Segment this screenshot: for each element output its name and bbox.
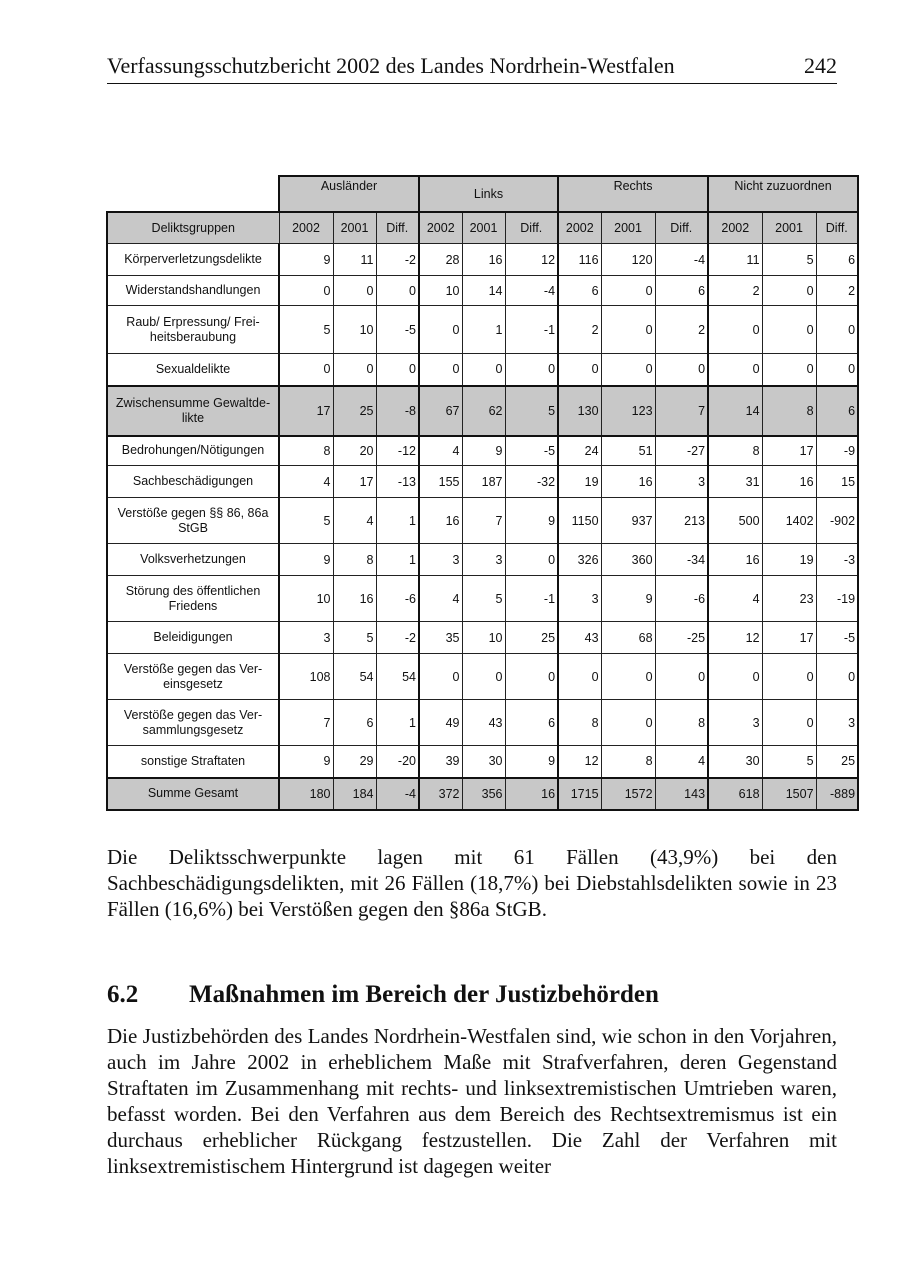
table-cell: 1 xyxy=(376,498,419,544)
table-cell: 187 xyxy=(462,466,505,498)
table-cell: 120 xyxy=(601,244,655,276)
table-cell: 356 xyxy=(462,778,505,810)
table-cell: 0 xyxy=(462,354,505,386)
table-cell: 0 xyxy=(601,306,655,354)
table-cell: 0 xyxy=(333,276,376,306)
section-title: Maßnahmen im Bereich der Justizbehörden xyxy=(189,981,659,1008)
table-cell: 0 xyxy=(462,654,505,700)
group-header-rechts: Rechts xyxy=(558,176,708,212)
column-header-11: 2001 xyxy=(762,212,816,244)
table-cell: 2 xyxy=(708,276,762,306)
table-cell: 1572 xyxy=(601,778,655,810)
table-cell: -1 xyxy=(505,306,558,354)
table-cell: 25 xyxy=(505,622,558,654)
table-cell: 0 xyxy=(655,354,708,386)
table-cell: 123 xyxy=(601,386,655,436)
table-cell: 326 xyxy=(558,544,601,576)
column-header-6: Diff. xyxy=(505,212,558,244)
row-label: Sachbeschädigungen xyxy=(107,466,279,498)
table-cell: 1715 xyxy=(558,778,601,810)
table-cell: 2 xyxy=(558,306,601,354)
table-cell: 16 xyxy=(462,244,505,276)
table-row xyxy=(107,244,858,276)
table-cell: 68 xyxy=(601,622,655,654)
section-number: 6.2 xyxy=(107,981,139,1008)
row-label: Volksverhetzungen xyxy=(107,544,279,576)
table-cell: -6 xyxy=(655,576,708,622)
table-cell: 17 xyxy=(762,622,816,654)
table-row xyxy=(107,576,858,622)
table-cell: 20 xyxy=(333,436,376,466)
table-cell: 9 xyxy=(462,436,505,466)
table-cell: 9 xyxy=(601,576,655,622)
table-cell: 10 xyxy=(419,276,462,306)
table-cell: 16 xyxy=(601,466,655,498)
table-cell: 9 xyxy=(279,244,333,276)
table-cell: 0 xyxy=(505,654,558,700)
table-cell: 28 xyxy=(419,244,462,276)
table-cell: 4 xyxy=(279,466,333,498)
table-cell: -27 xyxy=(655,436,708,466)
column-header-12: Diff. xyxy=(816,212,858,244)
table-cell: 1402 xyxy=(762,498,816,544)
table-cell: 8 xyxy=(655,700,708,746)
table-cell: -6 xyxy=(376,576,419,622)
table-cell: 6 xyxy=(333,700,376,746)
column-header-8: 2001 xyxy=(601,212,655,244)
table-cell: 155 xyxy=(419,466,462,498)
table-cell: -13 xyxy=(376,466,419,498)
table-cell: 6 xyxy=(816,244,858,276)
table-row xyxy=(107,746,858,778)
table-cell: 2 xyxy=(655,306,708,354)
table-cell: 500 xyxy=(708,498,762,544)
table-cell: 43 xyxy=(462,700,505,746)
table-cell: -19 xyxy=(816,576,858,622)
table-cell: 17 xyxy=(279,386,333,436)
table-cell: 54 xyxy=(376,654,419,700)
table-cell: 3 xyxy=(816,700,858,746)
table-cell: 0 xyxy=(762,700,816,746)
table-cell: 0 xyxy=(816,306,858,354)
table-cell: 4 xyxy=(419,436,462,466)
table-cell: 0 xyxy=(558,354,601,386)
table-cell: 12 xyxy=(505,244,558,276)
table-cell: 11 xyxy=(708,244,762,276)
table-cell: 54 xyxy=(333,654,376,700)
table-cell: 4 xyxy=(333,498,376,544)
running-title: Verfassungsschutzbericht 2002 des Landes Nordrhein-Westfalen xyxy=(107,53,675,78)
table-cell: 0 xyxy=(762,354,816,386)
table-cell: 25 xyxy=(333,386,376,436)
column-header-deliktsgruppen: Deliktsgruppen xyxy=(107,212,279,244)
group-header-auslaender: Ausländer xyxy=(279,176,419,212)
table-row xyxy=(107,466,858,498)
table-cell: 39 xyxy=(419,746,462,778)
table-cell: 618 xyxy=(708,778,762,810)
table-cell: -1 xyxy=(505,576,558,622)
table-row xyxy=(107,778,858,810)
row-label: Widerstandshandlungen xyxy=(107,276,279,306)
section-heading xyxy=(107,981,837,1009)
table-cell: 10 xyxy=(333,306,376,354)
table-cell: 8 xyxy=(558,700,601,746)
table-cell: -34 xyxy=(655,544,708,576)
table-cell: 3 xyxy=(279,622,333,654)
table-cell: 8 xyxy=(279,436,333,466)
table-cell: 0 xyxy=(419,354,462,386)
table-cell: -32 xyxy=(505,466,558,498)
table-cell: 6 xyxy=(816,386,858,436)
table-cell: 5 xyxy=(505,386,558,436)
table-cell: 130 xyxy=(558,386,601,436)
table-body xyxy=(107,244,858,810)
table-cell: 3 xyxy=(558,576,601,622)
table-cell: 3 xyxy=(419,544,462,576)
table-cell: 213 xyxy=(655,498,708,544)
table-row xyxy=(107,700,858,746)
column-header-5: 2001 xyxy=(462,212,505,244)
table-cell: 23 xyxy=(762,576,816,622)
table-cell: 14 xyxy=(462,276,505,306)
table-cell: 1 xyxy=(462,306,505,354)
table-cell: 0 xyxy=(708,306,762,354)
table-cell: 116 xyxy=(558,244,601,276)
table-cell: 6 xyxy=(558,276,601,306)
table-cell: 9 xyxy=(279,746,333,778)
table-cell: -12 xyxy=(376,436,419,466)
table-cell: 10 xyxy=(462,622,505,654)
column-header-1: 2002 xyxy=(279,212,333,244)
table-cell: 35 xyxy=(419,622,462,654)
table-cell: 0 xyxy=(419,654,462,700)
table-cell: -20 xyxy=(376,746,419,778)
row-label: sonstige Straftaten xyxy=(107,746,279,778)
column-header-7: 2002 xyxy=(558,212,601,244)
table-cell: 11 xyxy=(333,244,376,276)
table-row xyxy=(107,622,858,654)
row-label: Zwischensumme Gewaltde-likte xyxy=(107,386,279,436)
table-cell: 0 xyxy=(333,354,376,386)
table-cell: 10 xyxy=(279,576,333,622)
row-label: Bedrohungen/Nötigungen xyxy=(107,436,279,466)
table-cell: 0 xyxy=(762,276,816,306)
table-cell: 0 xyxy=(601,276,655,306)
table-cell: 937 xyxy=(601,498,655,544)
table-row xyxy=(107,544,858,576)
table-cell: 372 xyxy=(419,778,462,810)
table-cell: 0 xyxy=(816,654,858,700)
table-cell: 2 xyxy=(816,276,858,306)
table-cell: 25 xyxy=(816,746,858,778)
table-cell: 0 xyxy=(762,306,816,354)
table-cell: 6 xyxy=(655,276,708,306)
group-header-nicht-zuzuordnen: Nicht zuzuordnen xyxy=(708,176,858,212)
table-cell: 0 xyxy=(279,276,333,306)
table-cell: 19 xyxy=(762,544,816,576)
row-label: Raub/ Erpressung/ Frei-heitsberaubung xyxy=(107,306,279,354)
table-cell: 9 xyxy=(279,544,333,576)
table-cell: 0 xyxy=(601,700,655,746)
table-cell: 0 xyxy=(762,654,816,700)
table-cell: 0 xyxy=(376,354,419,386)
table-cell: 12 xyxy=(558,746,601,778)
table-cell: 31 xyxy=(708,466,762,498)
table-cell: 0 xyxy=(558,654,601,700)
table-cell: 12 xyxy=(708,622,762,654)
table-cell: 16 xyxy=(708,544,762,576)
table-cell: 51 xyxy=(601,436,655,466)
table-cell: 5 xyxy=(762,746,816,778)
table-cell: 8 xyxy=(601,746,655,778)
table-cell: 30 xyxy=(708,746,762,778)
table-cell: 16 xyxy=(419,498,462,544)
table-cell: 29 xyxy=(333,746,376,778)
table-cell: 8 xyxy=(762,386,816,436)
row-label: Verstöße gegen das Ver-sammlungsgesetz xyxy=(107,700,279,746)
paragraph-justizbehoerden: Die Justizbehörden des Landes Nordrhein-Westfalen sind, wie schon in den Vorjahren, auch im Jahre 2002 in erheblichem Maße mit Strafverfahren, deren Gegenstand Straftaten im Zusammenhang mit rechts- und linksextremistischen Umtrieben waren, befasst worden. Bei den Verfahren aus dem Bereich des Rechtsextremismus ist ein durchaus erheblicher Rückgang festzustellen. Die Zahl der Verfahren mit linksextremistischem Hintergrund ist dagegen weiter xyxy=(107,1024,837,1178)
page-number: 242 xyxy=(804,53,837,78)
table-cell: 5 xyxy=(279,498,333,544)
table-cell: -5 xyxy=(376,306,419,354)
table-cell: -5 xyxy=(505,436,558,466)
table-cell: 7 xyxy=(279,700,333,746)
table-cell: -3 xyxy=(816,544,858,576)
table-cell: 49 xyxy=(419,700,462,746)
table-cell: 1507 xyxy=(762,778,816,810)
table-cell: 4 xyxy=(655,746,708,778)
table-cell: 5 xyxy=(333,622,376,654)
offense-statistics-table xyxy=(106,175,859,811)
column-header-9: Diff. xyxy=(655,212,708,244)
table-cell: 0 xyxy=(505,354,558,386)
row-label: Störung des öffentlichen Friedens xyxy=(107,576,279,622)
table-cell: -8 xyxy=(376,386,419,436)
row-label: Verstöße gegen §§ 86, 86a StGB xyxy=(107,498,279,544)
table-cell: 8 xyxy=(333,544,376,576)
row-label: Summe Gesamt xyxy=(107,778,279,810)
table-cell: 17 xyxy=(333,466,376,498)
table-row xyxy=(107,306,858,354)
table-cell: 6 xyxy=(505,700,558,746)
table-cell: 108 xyxy=(279,654,333,700)
table-cell: 24 xyxy=(558,436,601,466)
table-cell: 4 xyxy=(419,576,462,622)
table-cell: 0 xyxy=(601,654,655,700)
row-label: Beleidigungen xyxy=(107,622,279,654)
table-cell: 67 xyxy=(419,386,462,436)
table-cell: 0 xyxy=(708,354,762,386)
table-cell: 184 xyxy=(333,778,376,810)
table-row xyxy=(107,276,858,306)
table-cell: 180 xyxy=(279,778,333,810)
table-row xyxy=(107,354,858,386)
table-cell: 360 xyxy=(601,544,655,576)
table-row xyxy=(107,498,858,544)
table-cell: 9 xyxy=(505,498,558,544)
column-header-4: 2002 xyxy=(419,212,462,244)
table-cell: 0 xyxy=(376,276,419,306)
table-cell: 143 xyxy=(655,778,708,810)
table-cell: 7 xyxy=(462,498,505,544)
table-cell: -4 xyxy=(655,244,708,276)
table-cell: 14 xyxy=(708,386,762,436)
table-cell: 0 xyxy=(816,354,858,386)
page-header xyxy=(107,53,837,84)
table-cell: 0 xyxy=(505,544,558,576)
column-header-row xyxy=(107,212,858,244)
table-cell: -889 xyxy=(816,778,858,810)
table-cell: 3 xyxy=(655,466,708,498)
table-cell: 8 xyxy=(708,436,762,466)
table-cell: -2 xyxy=(376,622,419,654)
table-cell: 19 xyxy=(558,466,601,498)
table-cell: 16 xyxy=(762,466,816,498)
table-cell: 15 xyxy=(816,466,858,498)
table-cell: 7 xyxy=(655,386,708,436)
table-cell: 17 xyxy=(762,436,816,466)
table-cell: -902 xyxy=(816,498,858,544)
table-cell: 5 xyxy=(462,576,505,622)
row-label: Verstöße gegen das Ver-einsgesetz xyxy=(107,654,279,700)
table-cell: 3 xyxy=(708,700,762,746)
group-header-row xyxy=(107,176,858,212)
table-cell: 16 xyxy=(505,778,558,810)
table-cell: 0 xyxy=(655,654,708,700)
paragraph-deliktsschwerpunkte: Die Deliktsschwerpunkte lagen mit 61 Fällen (43,9%) bei den Sachbeschädigungsdelikten, mit 26 Fällen (18,7%) bei Diebstahlsdelikten sowie in 23 Fällen (16,6%) bei Verstößen gegen den §86a StGB. xyxy=(107,845,837,921)
table-cell: 1 xyxy=(376,544,419,576)
table-cell: 1 xyxy=(376,700,419,746)
table-cell: 0 xyxy=(419,306,462,354)
table-cell: 3 xyxy=(462,544,505,576)
table-cell: 9 xyxy=(505,746,558,778)
table-cell: -4 xyxy=(505,276,558,306)
column-header-10: 2002 xyxy=(708,212,762,244)
table-cell: 16 xyxy=(333,576,376,622)
row-label: Körperverletzungsdelikte xyxy=(107,244,279,276)
table-cell: 62 xyxy=(462,386,505,436)
table-row xyxy=(107,436,858,466)
table-cell: -4 xyxy=(376,778,419,810)
column-header-3: Diff. xyxy=(376,212,419,244)
table-cell: 43 xyxy=(558,622,601,654)
table-cell: 4 xyxy=(708,576,762,622)
table-cell: 5 xyxy=(762,244,816,276)
table-cell: 30 xyxy=(462,746,505,778)
table-row xyxy=(107,386,858,436)
table-cell: -2 xyxy=(376,244,419,276)
column-header-2: 2001 xyxy=(333,212,376,244)
table-cell: 5 xyxy=(279,306,333,354)
table-cell: -9 xyxy=(816,436,858,466)
table-cell: 0 xyxy=(708,654,762,700)
table-cell: -5 xyxy=(816,622,858,654)
table-cell: 0 xyxy=(279,354,333,386)
row-label: Sexualdelikte xyxy=(107,354,279,386)
table-cell: 1150 xyxy=(558,498,601,544)
group-header-links: Links xyxy=(419,176,558,212)
table-cell: 0 xyxy=(601,354,655,386)
table-row xyxy=(107,654,858,700)
table-cell: -25 xyxy=(655,622,708,654)
